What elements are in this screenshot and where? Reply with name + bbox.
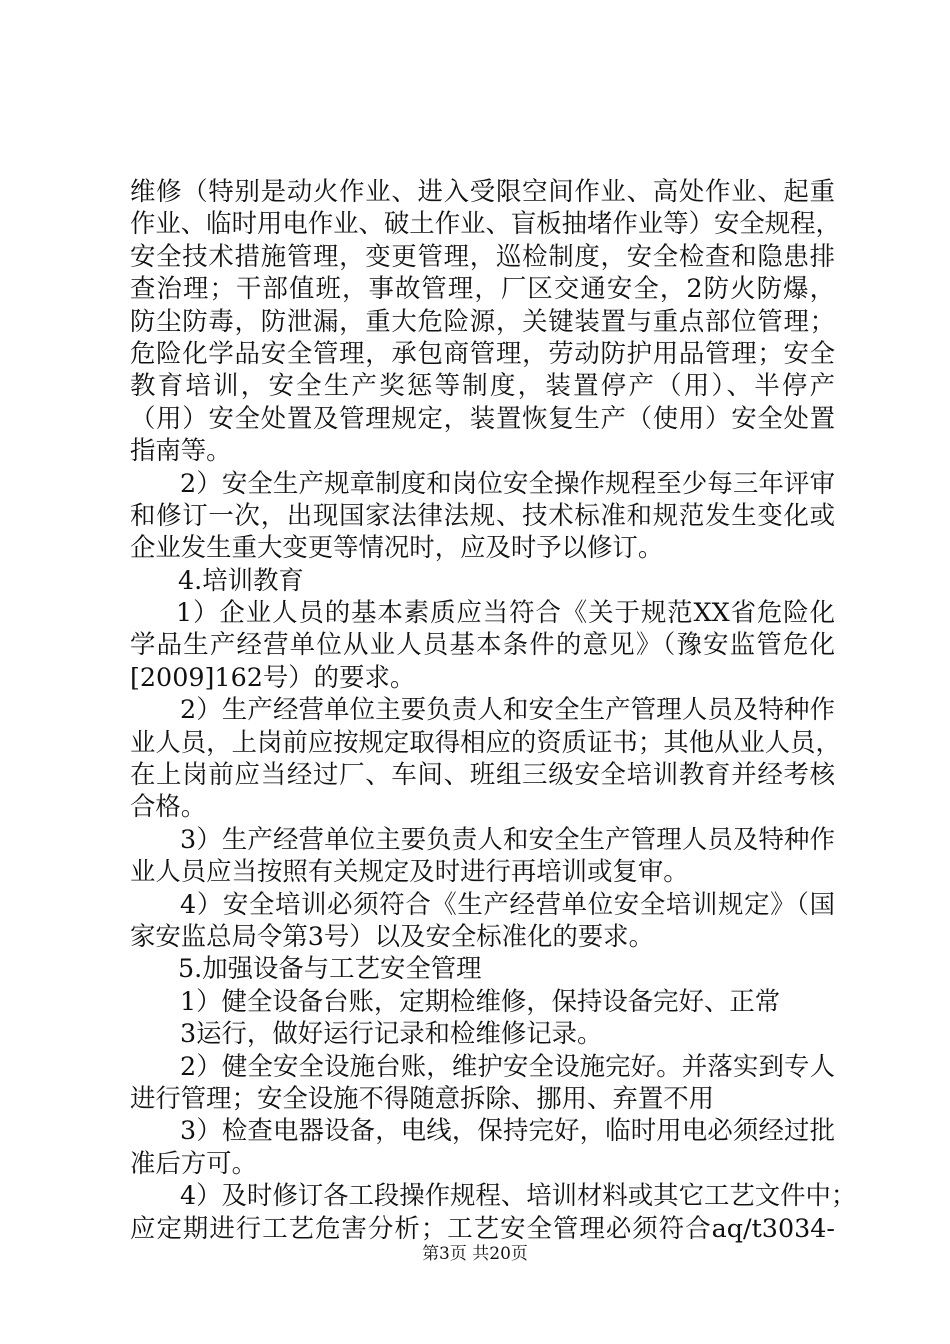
text-line: 进行管理；安全设施不得随意拆除、挪用、弃置不用 [130,1082,714,1113]
text-line: 维修（特别是动火作业、进入受限空间作业、高处作业、起重 [130,176,835,206]
text-line: 准后方可。 [130,1147,257,1178]
text-line: 作业、临时用电作业、破土作业、盲板抽堵作业等）安全规程， [130,208,841,239]
paragraph-start: 3）检查电器设备，电线，保持完好，临时用电必须经过批 [180,1115,835,1146]
text-line: [2009]162号）的要求。 [130,661,416,692]
page-footer: 第3页 共20页 [422,1244,528,1264]
section-heading: 5.加强设备与工艺安全管理 [178,953,482,984]
text-line: 危险化学品安全管理，承包商管理，劳动防护用品管理；安全 [130,337,835,368]
text-line: 指南等。 [130,435,232,466]
text-line: 3运行，做好运行记录和检维修记录。 [180,1018,603,1049]
text-line: （用）安全处置及管理规定，装置恢复生产（使用）安全处置 [130,402,835,433]
paragraph-start: 3）生产经营单位主要负责人和安全生产管理人员及特种作 [180,823,835,854]
text-line: 和修订一次，出现国家法律法规、技术标准和规范发生变化或 [130,499,835,530]
text-line: 业人员，上岗前应按规定取得相应的资质证书；其他从业人员， [130,726,841,757]
paragraph-start: 4）及时修订各工段操作规程、培训材料或其它工艺文件中； [180,1180,857,1211]
paragraph-start: 2）安全生产规章制度和岗位安全操作规程至少每三年评审 [180,467,835,498]
paragraph-start: 2）生产经营单位主要负责人和安全生产管理人员及特种作 [180,694,835,725]
paragraph-start: 1）健全设备台账，定期检维修，保持设备完好、正常 [180,985,781,1016]
text-line: 合格。 [130,791,207,822]
paragraph-start: 1）企业人员的基本素质应当符合《关于规范XX省危险化 [176,597,835,628]
text-line: 学品生产经营单位从业人员基本条件的意见》（豫安监管危化 [130,629,835,660]
text-line: 防尘防毒，防泄漏，重大危险源，关键装置与重点部位管理； [130,305,835,336]
text-line: 企业发生重大变更等情况时，应及时予以修订。 [130,532,664,563]
text-line: 在上岗前应当经过厂、车间、班组三级安全培训教育并经考核 [130,759,835,790]
paragraph-start: 4）安全培训必须符合《生产经营单位安全培训规定》（国 [180,888,835,919]
text-line: 业人员应当按照有关规定及时进行再培训或复审。 [130,856,689,887]
document-body [130,175,857,1244]
text-line: 应定期进行工艺危害分析；工艺安全管理必须符合aq/t3034- [130,1212,835,1243]
text-line: 教育培训，安全生产奖惩等制度，装置停产（用）、半停产 [130,370,835,401]
paragraph-start: 2）健全安全设施台账，维护安全设施完好。并落实到专人 [180,1050,835,1081]
text-line: 安全技术措施管理，变更管理，巡检制度，安全检查和隐患排 [130,240,835,271]
text-line: 查治理；干部值班，事故管理，厂区交通安全，2防火防爆， [130,273,835,304]
section-heading: 4.培训教育 [178,564,304,595]
text-line: 家安监总局令第3号）以及安全标准化的要求。 [130,920,654,951]
